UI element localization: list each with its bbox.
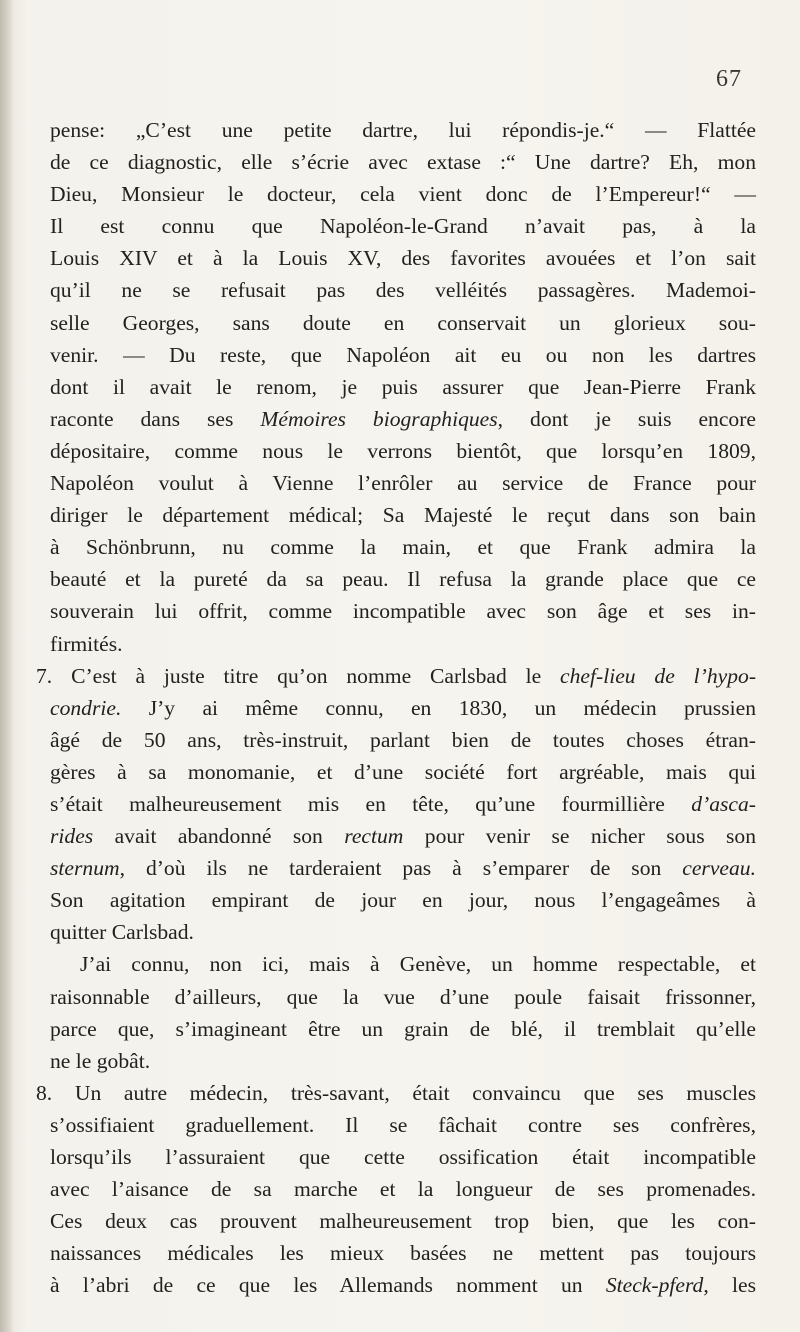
text-line (50, 692, 756, 724)
text-line (50, 788, 756, 820)
text-line: s’ossifiaient graduellement. Il se fâchait contre ses confrères, (50, 1112, 756, 1137)
text-line: âgé de 50 ans, très-instruit, parlant bien de toutes choses étran- (50, 727, 756, 752)
text-line: Il est connu que Napoléon-le-Grand n’avait pas, à la (50, 214, 756, 239)
text-line: qu’il ne se refusait pas des velléités passagères. Mademoi- (50, 278, 756, 303)
page-body (36, 114, 757, 1301)
text-line: raisonnable d’ailleurs, que la vue d’une poule faisait frissonner, (50, 984, 756, 1009)
text-line: souverain lui offrit, comme incompatible avec son âge et ses in- (50, 599, 756, 624)
text-line: lorsqu’ils l’assuraient que cette ossification était incompatible (50, 1145, 756, 1169)
italic-text: rectum (344, 824, 404, 849)
text-line: gères à sa monomanie, et d’une société fort argréable, mais qui (50, 759, 756, 784)
text-fragment: Un autre médecin, très-savant, était convaincu que ses muscles (74, 1080, 756, 1105)
italic-text: cerveau. (682, 856, 756, 881)
text-line (36, 660, 756, 692)
italic-title: Mémoires biographiques (260, 406, 498, 431)
text-line (50, 820, 756, 852)
section-number: 7. (36, 663, 53, 688)
text-line: Louis XIV et à la Louis XV, des favorites avouées et l’on sait (50, 246, 756, 271)
text-fragment: J’y ai même connu, en 1830, un médecin prussien (121, 695, 756, 720)
text-line: pense: „C’est une petite dartre, lui répondis-je.“ — Flattée (50, 118, 756, 142)
text-line: de ce diagnostic, elle s’écrie avec extase :“ Une dartre? Eh, mon (50, 150, 756, 175)
text-line: Dieu, Monsieur le docteur, cela vient donc de l’Empereur!“ — (50, 182, 756, 207)
text-line: firmités. (50, 631, 123, 656)
text-fragment: , dont je suis encore (497, 406, 757, 431)
text-line: J’ai connu, non ici, mais à Genève, un homme respectable, et (80, 952, 756, 977)
text-line: diriger le département médical; Sa Majesté le reçut dans son bain (50, 503, 756, 528)
text-line: Napoléon voulut à Vienne l’enrôler au service de France pour (50, 471, 756, 496)
italic-text: Steck-pferd (605, 1273, 704, 1298)
text-line (50, 1269, 756, 1301)
text-fragment: avait abandonné son (93, 824, 345, 849)
text-line: Son agitation empirant de jour en jour, nous l’engageâmes à (50, 888, 756, 913)
text-fragment: C’est à juste titre qu’on nomme Carlsbad le (71, 663, 561, 688)
italic-text: condrie. (50, 695, 122, 720)
text-line: ne le gobât. (50, 1048, 151, 1073)
text-line (50, 403, 756, 435)
text-line: avec l’aisance de sa marche et la longueur de ses promenades. (50, 1177, 756, 1202)
section-number: 8. (36, 1080, 53, 1105)
text-line: venir. — Du reste, que Napoléon ait eu ou non les dartres (50, 342, 756, 367)
text-fragment: à l’abri de ce que les Allemands nomment un (50, 1273, 606, 1298)
text-fragment: , d’où ils ne tarderaient pas à s’emparer de son (119, 856, 683, 881)
text-line: naissances médicales les mieux basées ne mettent pas toujours (50, 1241, 756, 1266)
text-fragment: s’était malheureusement mis en tête, qu’une fourmillière (50, 791, 692, 816)
text-line: dont il avait le renom, je puis assurer que Jean-Pierre Frank (50, 374, 756, 399)
text-fragment: pour venir se nicher sous son (403, 824, 757, 849)
page-binding-shadow (0, 0, 14, 1332)
page-number: 67 (716, 66, 742, 92)
text-line (36, 1077, 756, 1109)
italic-text: chef-lieu de l’hypo- (560, 663, 757, 688)
text-fragment: raconte dans ses (50, 406, 261, 431)
text-line: Ces deux cas prouvent malheureusement trop bien, que les con- (50, 1209, 756, 1234)
text-line: dépositaire, comme nous le verrons bientôt, que lorsqu’en 1809, (50, 438, 756, 463)
italic-text: d’asca- (691, 791, 756, 816)
text-line: parce que, s’imagineant être un grain de blé, il tremblait qu’elle (50, 1016, 756, 1041)
text-fragment: , les (703, 1273, 756, 1298)
text-line: quitter Carlsbad. (50, 920, 194, 945)
text-line (50, 852, 756, 884)
text-line: beauté et la pureté da sa peau. Il refusa la grande place que ce (50, 567, 756, 592)
italic-text: rides (50, 824, 94, 849)
text-line: à Schönbrunn, nu comme la main, et que Frank admira la (50, 535, 756, 560)
text-line: selle Georges, sans doute en conservait un glorieux sou- (50, 310, 756, 335)
italic-text: sternum (50, 856, 120, 881)
